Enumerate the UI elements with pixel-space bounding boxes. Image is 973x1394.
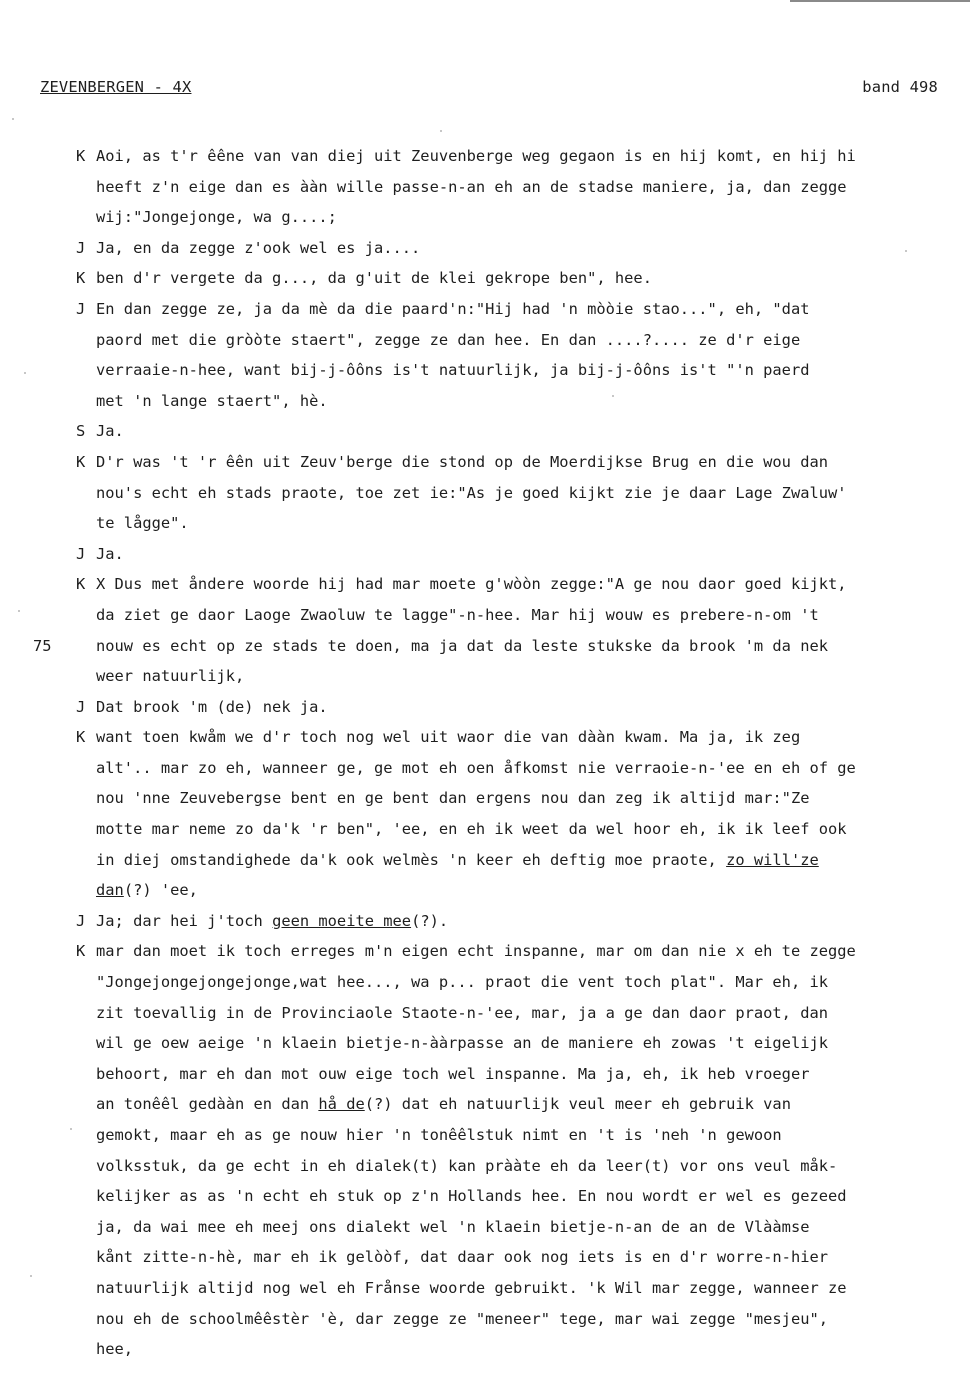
line-text: Ja; dar hei j'toch geen moeite mee(?). xyxy=(96,911,449,930)
line-text: te lågge". xyxy=(96,514,189,533)
transcript-line xyxy=(0,1181,973,1212)
speaker-label: J xyxy=(76,299,86,318)
line-text: dan(?) 'ee, xyxy=(96,881,198,900)
line-text: En dan zegge ze, ja da mè da die paard'n:"Hij had 'n mòòie stao...", eh, "dat xyxy=(96,299,810,318)
header-place: ZEVENBERGEN - 4X xyxy=(40,78,192,96)
transcript-line xyxy=(0,998,973,1029)
transcript-line xyxy=(0,539,973,570)
line-text: paord met die gròòte staert", zegge ze dan hee. En dan ....?.... ze d'r eige xyxy=(96,330,801,349)
speaker-label: J xyxy=(76,544,86,563)
line-text: ben d'r vergete da g..., da g'uit de klei gekrope ben", hee. xyxy=(96,269,652,288)
transcript-line xyxy=(0,722,973,753)
transcript-line xyxy=(0,172,973,203)
transcript-line xyxy=(0,1120,973,1151)
line-text: zit toevallig in de Provinciaole Staote-n-'ee, mar, ja a ge dan daor praot, dan xyxy=(96,1003,829,1022)
transcript-line xyxy=(0,600,973,631)
speaker-label: J xyxy=(76,911,86,930)
top-border-line xyxy=(790,0,970,2)
underlined-text: zo will'ze xyxy=(726,850,819,869)
line-text: mar dan moet ik toch erreges m'n eigen echt inspanne, mar om dan nie x eh te zegge xyxy=(96,942,856,961)
line-text: wil ge oew aeige 'n klaein bietje-n-ààrpasse an de maniere eh zowas 't eigelijk xyxy=(96,1034,829,1053)
speaker-label: J xyxy=(76,697,86,716)
line-text: verraaie-n-hee, want bij-j-ôôns is't natuurlijk, ja bij-j-ôôns is't "'n paerd xyxy=(96,361,810,380)
transcript-line xyxy=(0,325,973,356)
line-text: nou 'nne Zeuvebergse bent en ge bent dan ergens nou dan zeg ik altijd mar:"Ze xyxy=(96,789,810,808)
line-text: want toen kwåm we d'r toch nog wel uit waor die van dààn kwam. Ma ja, ik zeg xyxy=(96,728,801,747)
header-overstrike: X xyxy=(182,78,192,96)
line-text: Ja. xyxy=(96,544,124,563)
line-text: met 'n lange staert", hè. xyxy=(96,391,328,410)
transcript-line xyxy=(0,294,973,325)
line-text: da ziet ge daor Laoge Zwaoluw te lagge"-n-hee. Mar hij wouw es prebere-n-om 't xyxy=(96,605,819,624)
speaker-label: K xyxy=(76,147,86,165)
transcript-line xyxy=(0,1089,973,1120)
line-text: natuurlijk altijd nog wel eh Frånse woorde gebruikt. 'k Wil mar zegge, wanneer ze xyxy=(96,1278,847,1297)
speaker-label: K xyxy=(76,575,86,594)
transcript-line xyxy=(0,845,973,876)
line-text: heeft z'n eige dan es ààn wille passe-n-an eh an de stadse maniere, ja, dan zegge xyxy=(96,177,847,196)
speaker-label: S xyxy=(76,422,86,441)
line-text: wij:"Jongejonge, wa g....; xyxy=(96,208,337,227)
line-text: X Dus met åndere woorde hij had mar moete g'wòòn zegge:"A ge nou daor goed kijkt, xyxy=(96,575,847,594)
transcript-line xyxy=(0,416,973,447)
line-text: Ja. xyxy=(96,422,124,441)
transcript-line xyxy=(0,753,973,784)
transcript-line xyxy=(0,1028,973,1059)
transcript-line xyxy=(0,1242,973,1273)
underlined-text: dan xyxy=(96,881,124,900)
transcript-line xyxy=(0,478,973,509)
line-text: alt'.. mar zo eh, wanneer ge, ge mot eh oen åfkomst nie verraoie-n-'ee en eh of ge xyxy=(96,758,856,777)
transcript-line xyxy=(0,783,973,814)
line-text: motte mar neme zo da'k 'r ben", 'ee, en eh ik weet da wel hoor eh, ik ik leef ook xyxy=(96,820,847,839)
line-text: hee, xyxy=(96,1340,134,1359)
transcript-line xyxy=(0,447,973,478)
speaker-label: K xyxy=(76,728,86,747)
margin-line-number: 75 xyxy=(33,636,52,655)
transcript-line xyxy=(0,692,973,723)
line-text: nou eh de schoolmêêstèr 'è, dar zegge ze "meneer" tege, mar wai zegge "mesjeu", xyxy=(96,1309,829,1328)
line-text: kelijker as as 'n echt eh stuk op z'n Hollands hee. En nou wordt er wel es gezeed xyxy=(96,1187,847,1206)
transcript-line xyxy=(0,936,973,967)
transcript-line xyxy=(0,1273,973,1304)
transcript-line xyxy=(0,1334,973,1365)
line-text: an tonêêl gedààn en dan hå de(?) dat eh natuurlijk veul meer eh gebruik van xyxy=(96,1095,791,1114)
transcript-line xyxy=(0,661,973,692)
line-text: Ja, en da zegge z'ook wel es ja.... xyxy=(96,238,421,257)
line-text: kånt zitte-n-hè, mar eh ik gelòòf, dat daar ook nog iets is en d'r worre-n-hier xyxy=(96,1248,829,1267)
transcript-line xyxy=(0,355,973,386)
line-text: Dat brook 'm (de) nek ja. xyxy=(96,697,328,716)
transcript-line xyxy=(0,386,973,417)
transcript-line xyxy=(0,631,973,662)
transcript-line xyxy=(0,1212,973,1243)
transcript-line xyxy=(0,906,973,937)
transcript-line xyxy=(0,202,973,233)
line-text: gemokt, maar eh as ge nouw hier 'n tonêêlstuk nimt en 't is 'neh 'n gewoon xyxy=(96,1126,782,1144)
transcript-body xyxy=(0,141,973,1365)
header-band: band 498 xyxy=(862,78,938,96)
speaker-label: K xyxy=(76,452,86,471)
speaker-label: K xyxy=(76,269,86,288)
line-text: nou's echt eh stads praote, toe zet ie:"As je goed kijkt zie je daar Lage Zwaluw' xyxy=(96,483,847,502)
line-text: weer natuurlijk, xyxy=(96,667,245,686)
transcript-line xyxy=(0,233,973,264)
line-text: in diej omstandighede da'k ook welmès 'n keer eh deftig moe praote, zo will'ze xyxy=(96,850,819,869)
line-text: Aoi, as t'r êêne van van diej uit Zeuvenberge weg gegaon is en hij komt, en hij hi xyxy=(96,147,856,165)
transcript-line xyxy=(0,875,973,906)
line-text: volksstuk, da ge echt in eh dialek(t) kan prààte eh da leer(t) vor ons veul måk- xyxy=(96,1156,838,1175)
transcript-line xyxy=(0,1059,973,1090)
transcript-line xyxy=(0,508,973,539)
speaker-label: J xyxy=(76,238,86,257)
transcript-line xyxy=(0,814,973,845)
line-text: ja, da wai mee eh meej ons dialekt wel 'n klaein bietje-n-an de an de Vlààmse xyxy=(96,1217,810,1236)
underlined-text: hå de xyxy=(318,1095,365,1114)
transcript-line xyxy=(0,1151,973,1182)
speaker-label: K xyxy=(76,942,86,961)
line-text: behoort, mar eh dan mot ouw eige toch wel inspanne. Ma ja, eh, ik heb vroeger xyxy=(96,1064,810,1083)
line-text: "Jongejongejongejonge,wat hee..., wa p... praot die vent toch plat". Mar eh, ik xyxy=(96,973,829,992)
transcript-line xyxy=(0,569,973,600)
transcript-line xyxy=(0,141,973,172)
transcript-line xyxy=(0,1304,973,1335)
line-text: nouw es echt op ze stads te doen, ma ja dat da leste stukske da brook 'm da nek xyxy=(96,636,829,655)
underlined-text: geen moeite mee xyxy=(272,911,412,930)
transcript-line xyxy=(0,967,973,998)
line-text: D'r was 't 'r êên uit Zeuv'berge die stond op de Moerdijkse Brug en die wou dan xyxy=(96,452,829,471)
transcript-line xyxy=(0,263,973,294)
